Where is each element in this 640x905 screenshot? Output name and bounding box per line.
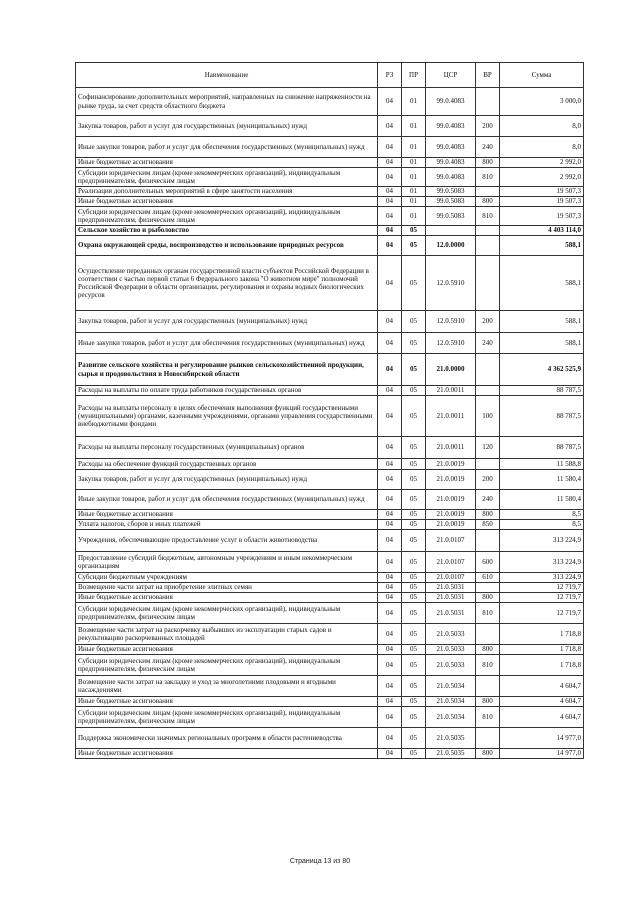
cell-csr: 21.0.5034 bbox=[426, 707, 476, 728]
table-row bbox=[76, 573, 584, 583]
cell-rz: 04 bbox=[378, 573, 402, 583]
cell-sum: 588,1 bbox=[500, 311, 584, 333]
cell-csr: 21.0.0107 bbox=[426, 530, 476, 552]
cell-sum: 12 719,7 bbox=[500, 583, 584, 593]
cell-vr: 810 bbox=[476, 603, 500, 624]
cell-pr: 05 bbox=[402, 333, 426, 354]
cell-sum: 19 507,3 bbox=[500, 187, 584, 197]
cell-name: Иные закупки товаров, работ и услуг для обеспечения государственных (муниципальных) нужд bbox=[76, 137, 378, 158]
header-pr: ПР bbox=[402, 63, 426, 88]
cell-rz: 04 bbox=[378, 158, 402, 168]
table-row bbox=[76, 137, 584, 158]
header-vr: ВР bbox=[476, 63, 500, 88]
cell-rz: 04 bbox=[378, 676, 402, 697]
cell-csr: 21.0.5031 bbox=[426, 603, 476, 624]
cell-rz: 04 bbox=[378, 256, 402, 311]
cell-rz: 04 bbox=[378, 603, 402, 624]
header-rz: РЗ bbox=[378, 63, 402, 88]
cell-pr: 05 bbox=[402, 728, 426, 749]
cell-csr: 21.0.5033 bbox=[426, 645, 476, 655]
cell-name: Закупка товаров, работ и услуг для государственных (муниципальных) нужд bbox=[76, 311, 378, 333]
cell-csr: 12.0.0000 bbox=[426, 236, 476, 256]
cell-sum: 4 604,7 bbox=[500, 676, 584, 697]
cell-csr: 99.0.4083 bbox=[426, 168, 476, 187]
cell-vr: 200 bbox=[476, 116, 500, 137]
cell-rz: 04 bbox=[378, 116, 402, 137]
cell-csr: 21.0.0011 bbox=[426, 437, 476, 459]
cell-pr: 05 bbox=[402, 354, 426, 386]
table-row bbox=[76, 676, 584, 697]
cell-rz: 04 bbox=[378, 470, 402, 490]
cell-rz: 04 bbox=[378, 749, 402, 759]
cell-pr: 05 bbox=[402, 490, 426, 510]
cell-name: Возмещение части затрат на приобретение элитных семян bbox=[76, 583, 378, 593]
cell-name: Субсидии юридическим лицам (кроме некоммерческих организаций), индивидуальным предпринимателям, физическим лицам bbox=[76, 207, 378, 226]
cell-rz: 04 bbox=[378, 187, 402, 197]
cell-csr: 99.0.5083 bbox=[426, 207, 476, 226]
cell-csr: 21.0.5034 bbox=[426, 676, 476, 697]
table-row bbox=[76, 311, 584, 333]
cell-pr: 05 bbox=[402, 236, 426, 256]
cell-pr: 01 bbox=[402, 207, 426, 226]
cell-vr bbox=[476, 728, 500, 749]
cell-vr bbox=[476, 226, 500, 236]
table-row bbox=[76, 88, 584, 116]
cell-csr: 99.0.4083 bbox=[426, 137, 476, 158]
table-row bbox=[76, 490, 584, 510]
table-row bbox=[76, 655, 584, 676]
cell-sum: 8,0 bbox=[500, 137, 584, 158]
cell-pr: 05 bbox=[402, 437, 426, 459]
cell-csr: 21.0.5031 bbox=[426, 583, 476, 593]
table-row bbox=[76, 697, 584, 707]
cell-vr bbox=[476, 583, 500, 593]
cell-vr: 610 bbox=[476, 573, 500, 583]
cell-pr: 05 bbox=[402, 583, 426, 593]
cell-rz: 04 bbox=[378, 697, 402, 707]
cell-csr: 21.0.0019 bbox=[426, 470, 476, 490]
cell-pr: 01 bbox=[402, 158, 426, 168]
table-row bbox=[76, 520, 584, 530]
cell-name: Иные бюджетные ассигнования bbox=[76, 749, 378, 759]
cell-csr: 21.0.5033 bbox=[426, 655, 476, 676]
cell-pr: 05 bbox=[402, 256, 426, 311]
cell-rz: 04 bbox=[378, 707, 402, 728]
cell-pr: 05 bbox=[402, 697, 426, 707]
cell-name: Учреждения, обеспечивающие предоставление услуг в области животноводства bbox=[76, 530, 378, 552]
header-sum: Сумма bbox=[500, 63, 584, 88]
cell-rz: 04 bbox=[378, 437, 402, 459]
table-row bbox=[76, 470, 584, 490]
cell-csr: 12.0.5910 bbox=[426, 311, 476, 333]
cell-vr: 810 bbox=[476, 655, 500, 676]
cell-name: Расходы на выплаты персоналу государственных (муниципальных) органов bbox=[76, 437, 378, 459]
cell-name: Субсидии юридическим лицам (кроме некоммерческих организаций), индивидуальным предпринимателям, физическим лицам bbox=[76, 168, 378, 187]
cell-name: Осуществление переданных органам государственной власти субъектов Российской Федерации в соответствии с частью первой статьи 6 Федерального закона "О животном мире" полномочий Российской Федерации в области организации, регулирования и охраны водных биологических ресурсов bbox=[76, 256, 378, 311]
cell-sum: 3 000,0 bbox=[500, 88, 584, 116]
cell-sum: 19 507,3 bbox=[500, 207, 584, 226]
header-csr: ЦСР bbox=[426, 63, 476, 88]
cell-pr: 01 bbox=[402, 137, 426, 158]
cell-rz: 04 bbox=[378, 168, 402, 187]
cell-vr bbox=[476, 236, 500, 256]
table-row bbox=[76, 187, 584, 197]
cell-csr: 21.0.5031 bbox=[426, 593, 476, 603]
cell-vr bbox=[476, 354, 500, 386]
cell-pr: 05 bbox=[402, 707, 426, 728]
cell-csr: 21.0.0000 bbox=[426, 354, 476, 386]
table-row bbox=[76, 207, 584, 226]
cell-pr: 05 bbox=[402, 396, 426, 437]
table-row bbox=[76, 749, 584, 759]
cell-sum: 588,1 bbox=[500, 256, 584, 311]
cell-rz: 04 bbox=[378, 207, 402, 226]
cell-pr: 05 bbox=[402, 603, 426, 624]
cell-name: Возмещение части затрат на раскорчевку выбывших из эксплуатации старых садов и рекультивацию раскорчеванных площадей bbox=[76, 624, 378, 645]
cell-vr bbox=[476, 676, 500, 697]
cell-vr: 810 bbox=[476, 168, 500, 187]
table-row bbox=[76, 386, 584, 396]
cell-vr: 850 bbox=[476, 520, 500, 530]
cell-vr: 800 bbox=[476, 645, 500, 655]
cell-csr: 21.0.0107 bbox=[426, 552, 476, 573]
cell-sum: 588,1 bbox=[500, 333, 584, 354]
cell-sum: 8,5 bbox=[500, 520, 584, 530]
cell-rz: 04 bbox=[378, 583, 402, 593]
cell-pr: 05 bbox=[402, 655, 426, 676]
cell-vr: 810 bbox=[476, 707, 500, 728]
cell-csr bbox=[426, 226, 476, 236]
cell-name: Иные бюджетные ассигнования bbox=[76, 510, 378, 520]
cell-rz: 04 bbox=[378, 226, 402, 236]
cell-name: Расходы на выплаты персоналу в целях обеспечения выполнения функций государственными (муниципальными) органами, казенными учреждениями, органами управления государственными внебюджетными фондами bbox=[76, 396, 378, 437]
cell-pr: 01 bbox=[402, 187, 426, 197]
cell-name: Поддержка экономически значимых региональных программ в области растениеводства bbox=[76, 728, 378, 749]
table-row bbox=[76, 168, 584, 187]
cell-sum: 88 787,5 bbox=[500, 437, 584, 459]
cell-name: Закупка товаров, работ и услуг для государственных (муниципальных) нужд bbox=[76, 116, 378, 137]
cell-pr: 05 bbox=[402, 749, 426, 759]
cell-pr: 05 bbox=[402, 573, 426, 583]
cell-vr bbox=[476, 187, 500, 197]
cell-csr: 21.0.5035 bbox=[426, 728, 476, 749]
cell-csr: 21.0.0011 bbox=[426, 386, 476, 396]
cell-rz: 04 bbox=[378, 624, 402, 645]
cell-sum: 11 580,4 bbox=[500, 490, 584, 510]
table-row bbox=[76, 158, 584, 168]
table-row bbox=[76, 256, 584, 311]
cell-name: Возмещение части затрат на закладку и уход за многолетними плодовыми и ягодными насаждениями bbox=[76, 676, 378, 697]
cell-csr: 21.0.0019 bbox=[426, 459, 476, 470]
table-row bbox=[76, 624, 584, 645]
cell-vr: 600 bbox=[476, 552, 500, 573]
table-body bbox=[76, 88, 584, 759]
cell-vr: 100 bbox=[476, 396, 500, 437]
cell-vr: 800 bbox=[476, 158, 500, 168]
cell-vr bbox=[476, 256, 500, 311]
cell-name: Иные бюджетные ассигнования bbox=[76, 158, 378, 168]
cell-vr bbox=[476, 459, 500, 470]
cell-vr: 800 bbox=[476, 197, 500, 207]
cell-rz: 04 bbox=[378, 593, 402, 603]
cell-vr: 800 bbox=[476, 749, 500, 759]
table-row bbox=[76, 645, 584, 655]
cell-sum: 8,0 bbox=[500, 116, 584, 137]
cell-sum: 1 718,8 bbox=[500, 624, 584, 645]
cell-pr: 05 bbox=[402, 386, 426, 396]
cell-rz: 04 bbox=[378, 137, 402, 158]
cell-sum: 14 977,0 bbox=[500, 728, 584, 749]
cell-sum: 2 992,0 bbox=[500, 168, 584, 187]
cell-sum: 12 719,7 bbox=[500, 603, 584, 624]
cell-csr: 21.0.0019 bbox=[426, 520, 476, 530]
cell-vr: 240 bbox=[476, 490, 500, 510]
cell-rz: 04 bbox=[378, 552, 402, 573]
cell-pr: 01 bbox=[402, 116, 426, 137]
cell-rz: 04 bbox=[378, 386, 402, 396]
table-row bbox=[76, 437, 584, 459]
cell-pr: 05 bbox=[402, 676, 426, 697]
cell-csr: 99.0.4083 bbox=[426, 158, 476, 168]
cell-pr: 05 bbox=[402, 226, 426, 236]
cell-sum: 4 362 525,9 bbox=[500, 354, 584, 386]
cell-rz: 04 bbox=[378, 459, 402, 470]
cell-vr: 120 bbox=[476, 437, 500, 459]
cell-vr: 200 bbox=[476, 470, 500, 490]
cell-name: Расходы на обеспечение функций государственных органов bbox=[76, 459, 378, 470]
cell-pr: 01 bbox=[402, 88, 426, 116]
cell-name: Софинансирование дополнительных мероприятий, направленных на снижение напряженности на рынке труда, за счет средств областного бюджета bbox=[76, 88, 378, 116]
cell-pr: 05 bbox=[402, 593, 426, 603]
cell-rz: 04 bbox=[378, 354, 402, 386]
cell-csr: 99.0.5083 bbox=[426, 187, 476, 197]
cell-name: Предоставление субсидий бюджетным, автономным учреждениям и иным некоммерческим организациям bbox=[76, 552, 378, 573]
cell-name: Иные закупки товаров, работ и услуг для обеспечения государственных (муниципальных) нужд bbox=[76, 333, 378, 354]
cell-vr bbox=[476, 624, 500, 645]
cell-csr: 21.0.5035 bbox=[426, 749, 476, 759]
cell-sum: 12 719,7 bbox=[500, 593, 584, 603]
table-row bbox=[76, 593, 584, 603]
cell-rz: 04 bbox=[378, 236, 402, 256]
cell-rz: 04 bbox=[378, 396, 402, 437]
cell-name: Охрана окружающей среды, воспроизводство и использование природных ресурсов bbox=[76, 236, 378, 256]
cell-vr: 800 bbox=[476, 697, 500, 707]
cell-name: Субсидии бюджетным учреждениям bbox=[76, 573, 378, 583]
table-row bbox=[76, 236, 584, 256]
cell-name: Субсидии юридическим лицам (кроме некоммерческих организаций), индивидуальным предпринимателям, физическим лицам bbox=[76, 707, 378, 728]
cell-name: Иные бюджетные ассигнования bbox=[76, 197, 378, 207]
cell-rz: 04 bbox=[378, 333, 402, 354]
cell-sum: 588,1 bbox=[500, 236, 584, 256]
cell-pr: 01 bbox=[402, 197, 426, 207]
cell-csr: 99.0.4083 bbox=[426, 116, 476, 137]
table-row bbox=[76, 603, 584, 624]
cell-name: Иные бюджетные ассигнования bbox=[76, 645, 378, 655]
cell-name: Расходы на выплаты по оплате труда работников государственных органов bbox=[76, 386, 378, 396]
cell-vr: 800 bbox=[476, 593, 500, 603]
cell-name: Сельское хозяйство и рыболовство bbox=[76, 226, 378, 236]
cell-csr: 21.0.0019 bbox=[426, 490, 476, 510]
cell-rz: 04 bbox=[378, 510, 402, 520]
cell-rz: 04 bbox=[378, 655, 402, 676]
cell-rz: 04 bbox=[378, 728, 402, 749]
cell-csr: 99.0.4083 bbox=[426, 88, 476, 116]
header-name: Наименование bbox=[76, 63, 378, 88]
budget-table bbox=[75, 62, 584, 759]
page-number: Страница 13 из 80 bbox=[289, 858, 351, 865]
cell-name: Уплата налогов, сборов и иных платежей bbox=[76, 520, 378, 530]
cell-sum: 1 718,8 bbox=[500, 655, 584, 676]
cell-vr bbox=[476, 88, 500, 116]
cell-pr: 01 bbox=[402, 168, 426, 187]
table-row bbox=[76, 728, 584, 749]
cell-vr: 810 bbox=[476, 207, 500, 226]
cell-pr: 05 bbox=[402, 470, 426, 490]
cell-rz: 04 bbox=[378, 530, 402, 552]
cell-vr bbox=[476, 530, 500, 552]
cell-csr: 12.0.5910 bbox=[426, 333, 476, 354]
cell-name: Субсидии юридическим лицам (кроме некоммерческих организаций), индивидуальным предпринимателям, физическим лицам bbox=[76, 603, 378, 624]
cell-sum: 1 718,8 bbox=[500, 645, 584, 655]
cell-pr: 05 bbox=[402, 311, 426, 333]
cell-sum: 11 588,8 bbox=[500, 459, 584, 470]
cell-name: Развитие сельского хозяйства и регулирование рынков сельскохозяйственной продукции, сырья и продовольствия в Новосибирской области bbox=[76, 354, 378, 386]
cell-name: Субсидии юридическим лицам (кроме некоммерческих организаций), индивидуальным предпринимателям, физическим лицам bbox=[76, 655, 378, 676]
cell-vr: 800 bbox=[476, 510, 500, 520]
cell-name: Иные закупки товаров, работ и услуг для обеспечения государственных (муниципальных) нужд bbox=[76, 490, 378, 510]
cell-vr: 240 bbox=[476, 137, 500, 158]
table-row bbox=[76, 583, 584, 593]
cell-sum: 313 224,9 bbox=[500, 552, 584, 573]
table-row bbox=[76, 333, 584, 354]
cell-csr: 99.0.5083 bbox=[426, 197, 476, 207]
cell-sum: 313 224,9 bbox=[500, 573, 584, 583]
cell-pr: 05 bbox=[402, 645, 426, 655]
cell-rz: 04 bbox=[378, 490, 402, 510]
cell-pr: 05 bbox=[402, 459, 426, 470]
table-row bbox=[76, 530, 584, 552]
cell-csr: 12.0.5910 bbox=[426, 256, 476, 311]
cell-rz: 04 bbox=[378, 645, 402, 655]
cell-sum: 4 604,7 bbox=[500, 697, 584, 707]
cell-csr: 21.0.5034 bbox=[426, 697, 476, 707]
table-row bbox=[76, 396, 584, 437]
cell-name: Иные бюджетные ассигнования bbox=[76, 697, 378, 707]
table-row bbox=[76, 552, 584, 573]
cell-name: Закупка товаров, работ и услуг для государственных (муниципальных) нужд bbox=[76, 470, 378, 490]
table-header-row bbox=[76, 63, 584, 88]
cell-sum: 8,5 bbox=[500, 510, 584, 520]
cell-rz: 04 bbox=[378, 88, 402, 116]
cell-csr: 21.0.5033 bbox=[426, 624, 476, 645]
cell-sum: 2 992,0 bbox=[500, 158, 584, 168]
cell-vr: 200 bbox=[476, 311, 500, 333]
cell-name: Иные бюджетные ассигнования bbox=[76, 593, 378, 603]
cell-sum: 14 977,0 bbox=[500, 749, 584, 759]
cell-rz: 04 bbox=[378, 197, 402, 207]
cell-rz: 04 bbox=[378, 311, 402, 333]
table-row bbox=[76, 354, 584, 386]
cell-name: Реализация дополнительных мероприятий в сфере занятости населения bbox=[76, 187, 378, 197]
cell-csr: 21.0.0011 bbox=[426, 396, 476, 437]
cell-pr: 05 bbox=[402, 624, 426, 645]
table-row bbox=[76, 116, 584, 137]
table-row bbox=[76, 197, 584, 207]
cell-sum: 313 224,9 bbox=[500, 530, 584, 552]
cell-pr: 05 bbox=[402, 530, 426, 552]
cell-rz: 04 bbox=[378, 520, 402, 530]
cell-csr: 21.0.0019 bbox=[426, 510, 476, 520]
cell-sum: 11 580,4 bbox=[500, 470, 584, 490]
table-row bbox=[76, 459, 584, 470]
cell-pr: 05 bbox=[402, 552, 426, 573]
table-row bbox=[76, 707, 584, 728]
table-row bbox=[76, 226, 584, 236]
cell-vr: 240 bbox=[476, 333, 500, 354]
cell-pr: 05 bbox=[402, 520, 426, 530]
table-row bbox=[76, 510, 584, 520]
cell-vr bbox=[476, 386, 500, 396]
cell-sum: 88 787,5 bbox=[500, 396, 584, 437]
cell-sum: 88 787,5 bbox=[500, 386, 584, 396]
cell-csr: 21.0.0107 bbox=[426, 573, 476, 583]
cell-pr: 05 bbox=[402, 510, 426, 520]
cell-sum: 4 604,7 bbox=[500, 707, 584, 728]
cell-sum: 19 507,3 bbox=[500, 197, 584, 207]
cell-sum: 4 403 114,0 bbox=[500, 226, 584, 236]
